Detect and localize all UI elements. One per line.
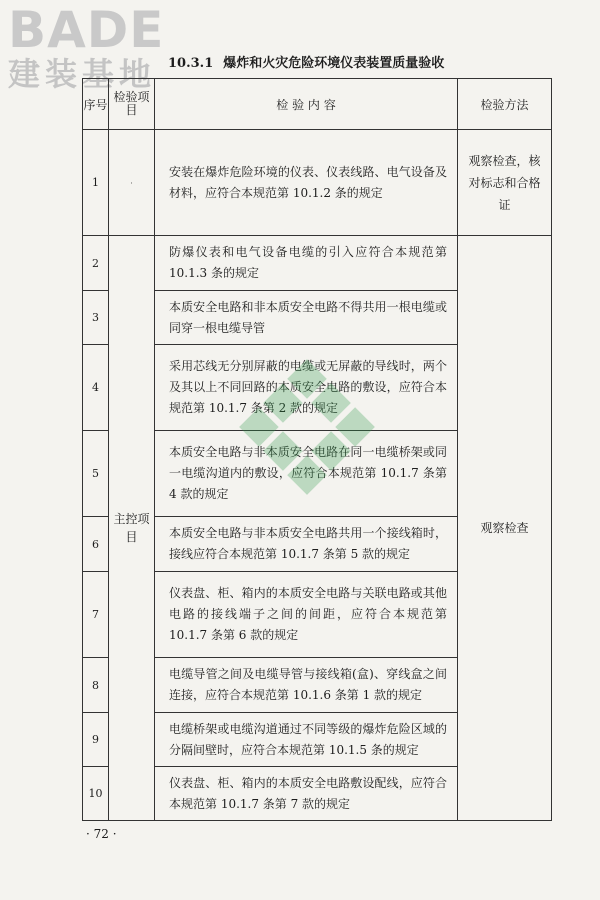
row-number: 8 [83,658,109,713]
header-content: 检 验 内 容 [155,79,458,130]
row-number: 4 [83,345,109,431]
row-content: 防爆仪表和电气设备电缆的引入应符合本规范第 10.1.3 条的规定 [155,236,458,291]
logo-brand: BADE [8,1,165,59]
item-cell-blank [109,130,155,236]
mark-dot: · [130,178,133,188]
logo-subtitle: 建装基地 [8,55,157,93]
row-content: 仪表盘、柜、箱内的本质安全电路与关联电路或其他电路的接线端子之间的间距，应符合本规范第 10.1.7 条第 6 款的规定 [155,572,458,658]
row-content: 本质安全电路和非本质安全电路不得共用一根电缆或同穿一根电缆导管 [155,291,458,345]
row-number: 6 [83,517,109,572]
group-label-cell: 主控项目 [109,236,155,821]
method-text: 观察检查 [480,521,529,535]
header-method: 检验方法 [458,79,552,130]
row-number: 3 [83,291,109,345]
row-number: 10 [83,767,109,821]
row-number: 2 [83,236,109,291]
page-number: · 72 · [86,827,117,841]
row-content: 本质安全电路与非本质安全电路共用一个接线箱时，接线应符合本规范第 10.1.7 条第 5 款的规定 [155,517,458,572]
row-content: 本质安全电路与非本质安全电路在同一电缆桥架或同一电缆沟道内的敷设，应符合本规范第 10.1.7 条第 4 款的规定 [155,431,458,517]
row-content: 电缆桥架或电缆沟道通过不同等级的爆炸危险区域的分隔间壁时，应符合本规范第 10.1.5 条的规定 [155,713,458,767]
header-item: 检验项目 [109,79,155,130]
table-header-row [83,79,552,130]
header-no: 序号 [83,79,109,130]
row-number: 5 [83,431,109,517]
table-row [83,236,552,291]
row-content: 采用芯线无分别屏蔽的电缆或无屏蔽的导线时，两个及其以上不同回路的本质安全电路的敷设，应符合本规范第 10.1.7 条第 2 款的规定 [155,345,458,431]
row-number: 7 [83,572,109,658]
section-number: 10.3.1 [168,56,214,71]
row-number: 9 [83,713,109,767]
row-content: 电缆导管之间及电缆导管与接线箱(盒)、穿线盒之间连接，应符合本规范第 10.1.6 条第 1 款的规定 [155,658,458,713]
row-content: 仪表盘、柜、箱内的本质安全电路敷设配线，应符合本规范第 10.1.7 条第 7 款的规定 [155,767,458,821]
section-heading [168,52,444,71]
method-cell [458,236,552,821]
acceptance-table [82,78,552,821]
method-cell: 观察检查，核对标志和合格证 [458,130,552,236]
section-title: 爆炸和火灾危险环境仪表装置质量验收 [223,56,445,71]
row-content: 安装在爆炸危险环境的仪表、仪表线路、电气设备及材料，应符合本规范第 10.1.2 条的规定 [155,130,458,236]
table-row [83,130,552,236]
row-number: 1 [83,130,109,236]
